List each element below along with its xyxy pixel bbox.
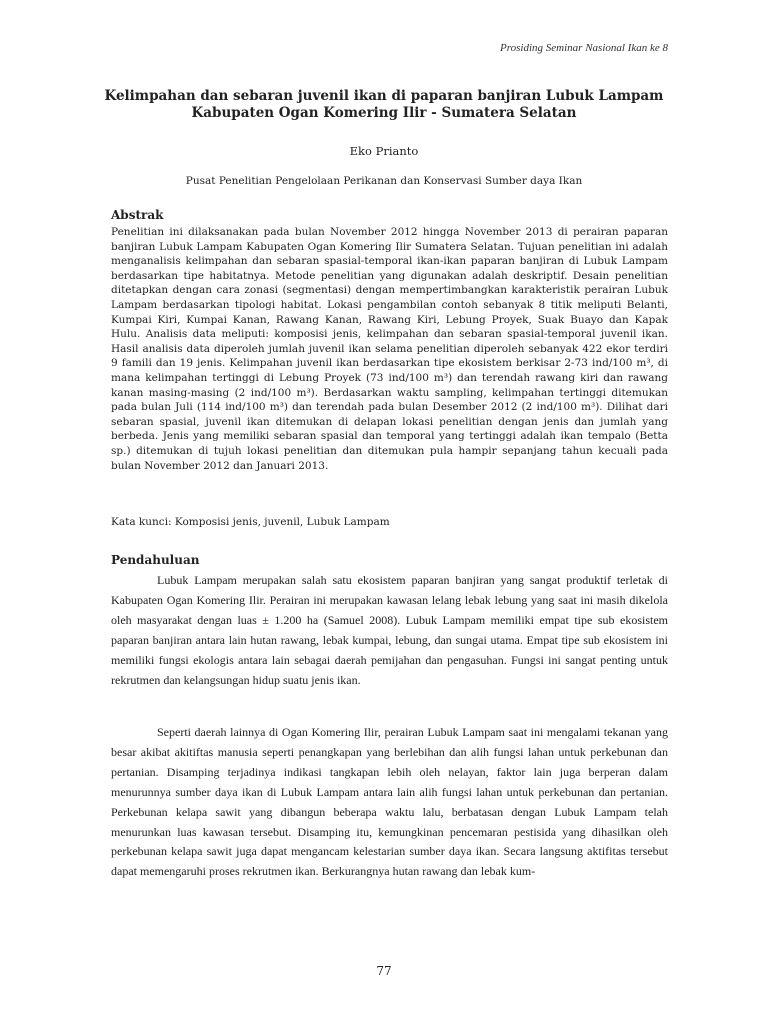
author-affiliation: Pusat Penelitian Pengelolaan Perikanan dan Konservasi Sumber daya Ikan	[185, 175, 583, 187]
introduction-heading: Pendahuluan	[111, 553, 200, 567]
keywords: Kata kunci: Komposisi jenis, juvenil, Lubuk Lampam	[111, 516, 390, 528]
title-line-1: Kelimpahan dan sebaran juvenil ikan di paparan banjiran Lubuk Lampam	[104, 88, 664, 104]
page-number: 77	[376, 964, 392, 978]
abstract-heading: Abstrak	[111, 208, 164, 222]
running-head: Prosiding Seminar Nasional Ikan ke 8	[500, 42, 668, 54]
author-name: Eko Prianto	[349, 144, 419, 158]
intro-paragraph-1: Lubuk Lampam merupakan salah satu ekosistem paparan banjiran yang sangat produktif terletak di Kabupaten Ogan Komering Ilir. Perairan ini merupakan kawasan lelang lebak lebung yang saat ini masih dikelola oleh masyarakat dengan luas ± 1.200 ha (Samuel 2008). Lubuk Lampam memiliki empat tipe sub ekosistem paparan banjiran antara lain hutan rawang, lebak kumpai, lebung, dan sungai utama. Empat tipe sub ekosistem ini memiliki fungsi ekologis antara lain sebagai daerah pemijahan dan pengasuhan. Fungsi ini sangat penting untuk rekrutmen dan kelangsungan hidup suatu jenis ikan.	[111, 573, 668, 687]
abstract-text: Penelitian ini dilaksanakan pada bulan November 2012 hingga November 2013 di perairan paparan banjiran Lubuk Lampam Kabupaten Ogan Komering Ilir Sumatera Selatan. Tujuan penelitian ini adalah menganalisis kelimpahan dan sebaran spasial-temporal ikan-ikan paparan banjiran di Lubuk Lampam berdasarkan tipe habitatnya. Metode penelitian yang digunakan adalah deskriptif. Desain penelitian ditetapkan dengan cara zonasi (segmentasi) dengan mempertimbangkan karakteristik perairan Lubuk Lampam berdasarkan tipologi habitat. Lokasi pengambilan contoh sebanyak 8 titik meliputi Belanti, Kumpai Kiri, Kumpai Kanan, Rawang Kanan, Rawang Kiri, Lebung Proyek, Suak Buayo dan Kapak Hulu. Analisis data meliputi: komposisi jenis, kelimpahan dan sebaran spasial-temporal juvenil ikan. Hasil analisis data diperoleh jumlah juvenil ikan selama penelitian diperoleh sebanyak 422 ekor terdiri 9 famili dan 19 jenis. Kelimpahan juvenil ikan berdasarkan tipe ekosistem berkisar 2-73 ind/100 m³, di mana kelimpahan tertinggi di Lebung Proyek (73 ind/100 m³) dan terendah rawang kiri dan rawang kanan masing-masing (2 ind/100 m³). Berdasarkan waktu sampling, kelimpahan tertinggi ditemukan pada bulan Juli (114 ind/100 m³) dan terendah pada bulan Desember 2012 (2 ind/100 m³). Dilihat dari sebaran spasial, juvenil ikan ditemukan di delapan lokasi penelitian dengan jenis dan jumlah yang berbeda. Jenis yang memiliki sebaran spasial dan temporal yang tertinggi adalah ikan tempalo (Betta sp.) ditemukan di tujuh lokasi penelitian dan ditemukan pula hampir sepanjang tahun kecuali pada bulan November 2012 dan Januari 2013.	[111, 226, 668, 472]
intro-paragraph-2: Seperti daerah lainnya di Ogan Komering Ilir, perairan Lubuk Lampam saat ini mengalami tekanan yang besar akibat akitiftas manusia seperti penangkapan yang berlebihan dan alih fungsi lahan untuk perkebunan dan pertanian. Disamping terjadinya indikasi tangkapan lebih oleh nelayan, faktor lain juga berperan dalam menurunnya sumber daya ikan di Lubuk Lampam antara lain alih fungsi lahan untuk perkebunan dan pertanian. Perkebunan kelapa sawit yang dibangun beberapa waktu lalu, berbatasan dengan Lubuk Lampam telah menurunkan luas kawasan tersebut. Disamping itu, kemungkinan pencemaran pestisida yang dihasilkan oleh perkebunan kelapa sawit juga dapat mengancam kelestarian sumber daya ikan. Secara langsung aktifitas tersebut dapat memengaruhi proses rekrutmen ikan. Berkurangnya hutan rawang dan lebak kum-	[111, 725, 668, 879]
title-line-2: Kabupaten Ogan Komering Ilir - Sumatera Selatan	[191, 105, 577, 121]
paper-title	[100, 88, 668, 122]
